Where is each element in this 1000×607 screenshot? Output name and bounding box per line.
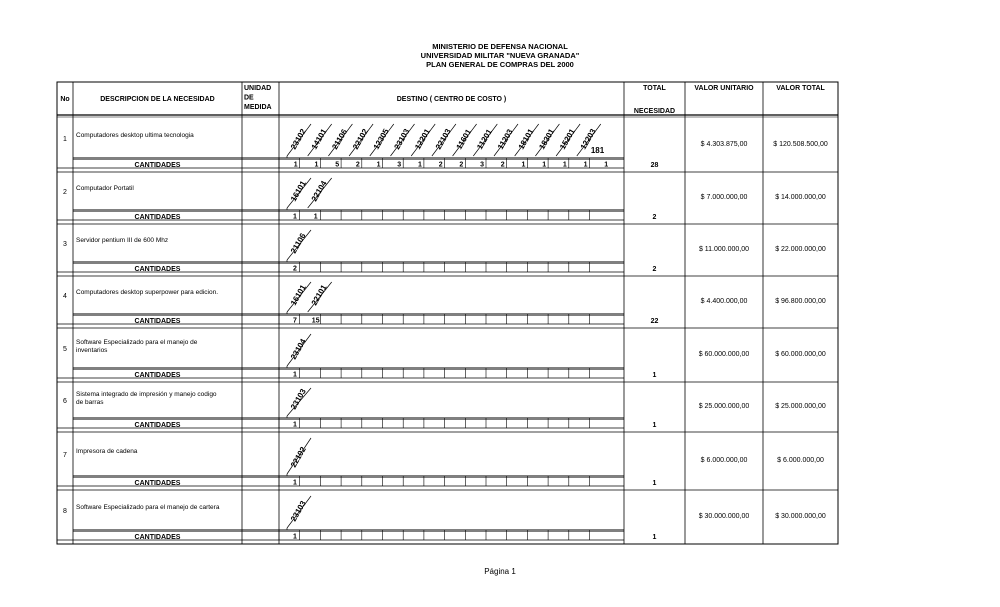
valor-unitario: $ 7.000.000,00 (700, 194, 748, 201)
quantity-value: 1 (604, 161, 609, 169)
quantity-value: 3 (480, 161, 484, 169)
quantity-value: 1 (293, 421, 297, 429)
cost-center-code: 11203 (495, 127, 515, 151)
total-necesidad: 2 (652, 266, 657, 273)
ministry-title: MINISTERIO DE DEFENSA NACIONAL (432, 42, 568, 51)
cost-center-code: 11201 (475, 127, 494, 151)
cost-center-code: 18101 (516, 127, 536, 151)
item-description: Sistema integrado de impresión y manejo codigo (76, 391, 217, 398)
header-necesidad: NECESIDAD (633, 108, 676, 115)
item-number: 5 (63, 346, 67, 353)
item-description: inventarios (76, 347, 108, 354)
quantity-value: 15 (311, 317, 320, 325)
quantity-value: 3 (397, 161, 402, 169)
quantity-value: 2 (500, 161, 505, 169)
item-number: 8 (63, 508, 67, 515)
quantity-value: 1 (417, 161, 422, 169)
header-valor-total: VALOR TOTAL (776, 85, 825, 92)
cost-center-code: 23104 (288, 337, 308, 361)
cost-center-code: 22104 (309, 179, 329, 203)
item-description: Servidor pentium III de 600 Mhz (76, 237, 169, 244)
item-description: Impresora de cadena (76, 448, 138, 455)
valor-unitario: $ 6.000.000,00 (700, 457, 748, 464)
cost-center-code: 16101 (288, 283, 308, 307)
header-total: TOTAL (643, 85, 666, 92)
quantity-value: 1 (562, 161, 567, 169)
valor-total: $ 25.000.000,00 (775, 403, 826, 410)
quantity-value: 1 (521, 161, 526, 169)
cost-center-code: 22102 (288, 445, 308, 469)
total-necesidad: 1 (652, 534, 657, 541)
cost-center-code: 181 (590, 146, 605, 155)
quantity-value: 1 (313, 213, 318, 221)
cost-center-code: 16101 (288, 179, 308, 203)
item-number: 6 (63, 398, 67, 405)
valor-unitario: $ 4.400.000,00 (700, 298, 748, 305)
cost-center-code: 22103 (433, 127, 453, 151)
item-description: Computadores desktop ultima tecnologia (76, 132, 194, 139)
item-number: 2 (63, 189, 67, 196)
quantity-value: 1 (376, 161, 381, 169)
header-no: No (60, 96, 70, 103)
quantity-value: 1 (293, 479, 297, 487)
header-unidad: DE (244, 94, 254, 102)
university-title: UNIVERSIDAD MILITAR "NUEVA GRANADA" (420, 51, 580, 60)
valor-total: $ 120.508.500,00 (773, 141, 828, 148)
header-descripcion: DESCRIPCION DE LA NECESIDAD (100, 96, 215, 103)
cantidades-label: CANTIDADES (134, 534, 181, 541)
cantidades-label: CANTIDADES (134, 480, 181, 487)
valor-unitario: $ 4.303.875,00 (700, 141, 748, 148)
cost-center-code: 12201 (413, 127, 433, 151)
cost-center-code: 12305 (371, 127, 391, 151)
valor-total: $ 96.800.000,00 (775, 298, 826, 305)
cantidades-label: CANTIDADES (134, 372, 181, 379)
quantity-value: 1 (542, 161, 547, 169)
cost-center-code: 22102 (351, 127, 370, 151)
quantity-value: 2 (293, 265, 297, 273)
cost-center-code: 23102 (288, 127, 308, 151)
quantity-value: 2 (438, 161, 443, 169)
total-necesidad: 1 (652, 422, 657, 429)
plan-title: PLAN GENERAL DE COMPRAS DEL 2000 (426, 60, 574, 69)
valor-total: $ 22.000.000,00 (775, 246, 826, 253)
total-necesidad: 1 (652, 372, 657, 379)
quantity-value: 1 (314, 161, 319, 169)
quantity-value: 1 (293, 533, 297, 541)
cantidades-label: CANTIDADES (134, 422, 181, 429)
valor-total: $ 6.000.000,00 (777, 457, 824, 464)
quantity-value: 1 (293, 161, 298, 169)
cost-center-code: 11601 (454, 127, 474, 151)
item-description: Computadores desktop superpower para edicion. (76, 289, 219, 296)
item-number: 1 (63, 136, 67, 143)
cantidades-label: CANTIDADES (134, 214, 181, 221)
cost-center-code: 21106 (330, 127, 350, 151)
item-description: Software Especializado para el manejo de (76, 339, 198, 346)
valor-unitario: $ 11.000.000,00 (698, 246, 750, 253)
item-description: Computador Portatil (76, 185, 134, 192)
header-unidad: MEDIDA (244, 104, 272, 111)
cost-center-code: 12203 (578, 127, 598, 151)
item-number: 7 (63, 452, 67, 459)
valor-unitario: $ 25.000.000,00 (698, 403, 750, 410)
cantidades-label: CANTIDADES (134, 318, 181, 325)
quantity-value: 1 (293, 371, 297, 379)
total-necesidad: 1 (652, 480, 657, 487)
total-necesidad: 2 (652, 214, 657, 221)
header-valor-unitario: VALOR UNITARIO (694, 85, 754, 92)
quantity-value: 2 (459, 161, 464, 169)
cost-center-code: 22101 (309, 283, 329, 307)
item-number: 4 (63, 293, 67, 300)
item-description: de barras (76, 399, 104, 406)
valor-total: $ 14.000.000,00 (775, 194, 826, 201)
cost-center-code: 15201 (558, 127, 577, 151)
cost-center-code: 14101 (309, 127, 329, 151)
quantity-value: 1 (293, 213, 297, 221)
cantidades-label: CANTIDADES (134, 162, 181, 169)
quantity-value: 2 (355, 161, 360, 169)
quantity-value: 1 (583, 161, 588, 169)
header-destino: DESTINO ( CENTRO DE COSTO ) (396, 96, 507, 103)
cost-center-code: 18301 (537, 127, 557, 151)
item-description: Software Especializado para el manejo de cartera (76, 504, 220, 511)
cost-center-code: 23103 (288, 499, 308, 523)
valor-total: $ 60.000.000,00 (775, 351, 826, 358)
cost-center-code: 23103 (392, 127, 412, 151)
quantity-value: 5 (335, 161, 340, 169)
valor-total: $ 30.000.000,00 (775, 513, 826, 520)
valor-unitario: $ 30.000.000,00 (698, 513, 750, 520)
quantity-value: 7 (293, 317, 297, 325)
total-necesidad: 22 (650, 318, 659, 325)
cost-center-code: 21106 (288, 231, 308, 255)
cost-center-code: 23103 (288, 387, 308, 411)
item-number: 3 (63, 241, 67, 248)
cantidades-label: CANTIDADES (134, 266, 181, 273)
header-unidad: UNIDAD (244, 85, 272, 92)
valor-unitario: $ 60.000.000,00 (698, 351, 750, 358)
page-number: Página 1 (484, 567, 516, 576)
total-necesidad: 28 (650, 162, 659, 169)
table-frame (57, 82, 838, 544)
